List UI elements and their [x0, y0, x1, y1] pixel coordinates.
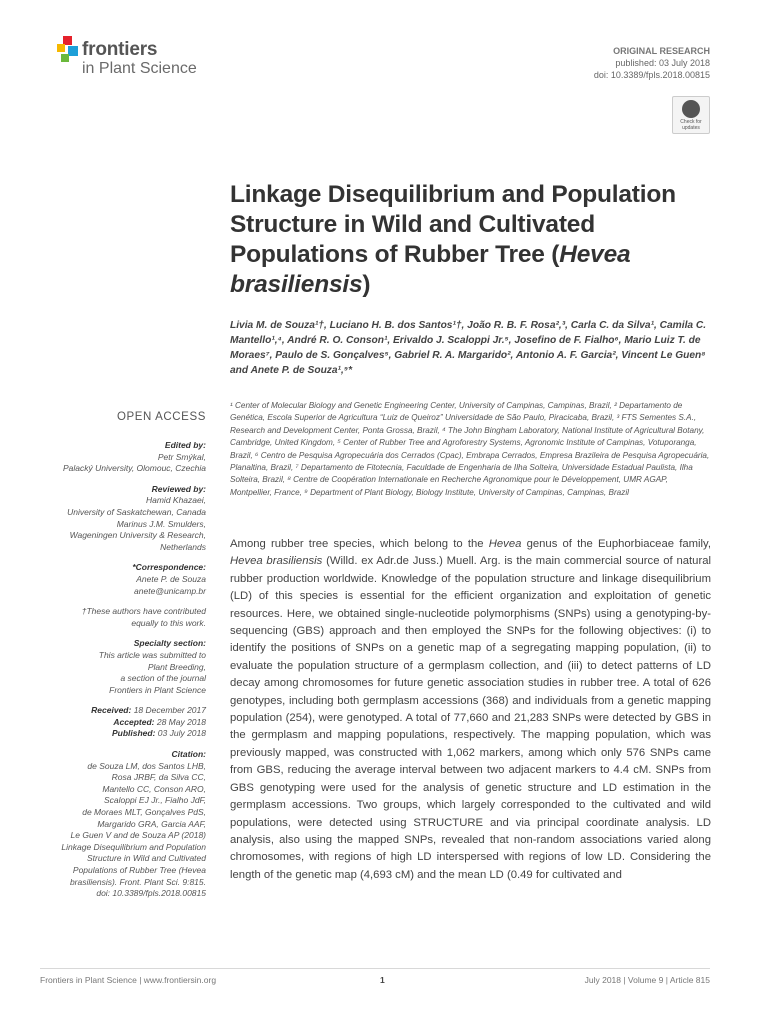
article-doi[interactable]: doi: 10.3389/fpls.2018.00815 [593, 70, 710, 80]
article-meta [594, 45, 710, 81]
author-list: Livia M. de Souza¹†, Luciano H. B. dos Santos¹†, João R. B. F. Rosa²,³, Carla C. da Silva¹, Camila C. Mantello¹,⁴, André R. O. Conson¹, Erivaldo J. Scaloppi Jr.⁵, Josefino de F. Fialho⁶, Mario Luiz T. de Moraes⁷, Paulo de S. Gonçalves⁵, Gabriel R. A. Margarido², Antonio A. F. Garcia², Vincent Le Guen⁸ and Anete P. de Souza¹,⁹* [230, 320, 707, 376]
correspondent-email[interactable]: anete@unicamp.br [134, 585, 206, 596]
received-label: Received: [91, 705, 132, 716]
citation-doi[interactable]: doi: 10.3389/fpls.2018.00815 [96, 888, 206, 899]
reviewer-line: University of Saskatchewan, Canada [67, 506, 206, 517]
abstract-species: Hevea brasiliensis [230, 555, 323, 568]
article-title [230, 180, 710, 300]
equal-contribution-note [40, 606, 206, 629]
logo-wordmark: frontiers [82, 39, 158, 60]
title-species: Hevea brasiliensis [230, 241, 631, 298]
citation-line: de Moraes MLT, Gonçalves PdS, [82, 807, 206, 818]
bookmark-icon [682, 100, 700, 118]
citation-line: Mantello CC, Conson ARO, [102, 783, 206, 794]
editor-line: Palacký University, Olomouc, Czechia [63, 463, 206, 474]
specialty-line: Plant Breeding, [147, 661, 206, 672]
accepted-date: 28 May 2018 [154, 716, 206, 727]
published-date-sidebar: 03 July 2018 [155, 728, 206, 739]
citation-section [40, 749, 206, 900]
journal-logo[interactable] [56, 35, 226, 81]
specialty-line: a section of the journal [120, 673, 206, 684]
check-for-updates-badge[interactable] [672, 96, 710, 134]
check-for-updates-label: Check for updates [680, 119, 702, 131]
citation-line: Margarido GRA, Garcia AAF, [97, 818, 206, 829]
reviewer-line: Netherlands [160, 541, 206, 552]
footer-journal-link[interactable]: Frontiers in Plant Science | www.frontiersin.org [40, 975, 217, 985]
abstract-text: (Willd. ex Adr.de Juss.) Muell. Arg. is the main commercial source of natural rubber production worldwide. Knowledge of the population structure and linkage disequilibrium (LD) of this species is essential for the efficient organization and exploitation of genetic resources. Here, we obtained single-nucleotide polymorphisms (SNPs) using a genotyping-by-sequencing (GBS) approach and then employed the SNPs for the following objectives: (i) to identify the positions of SNPs on a genetic map of a segregating mapping population, (ii) to evaluate the population structure of a germplasm collection, and (iii) to detect patterns of LD decay among chromosomes for future genetic association studies in rubber tree. A total of 626 genotypes, including both germplasm accessions (368) and individuals from a genetic mapping population (254), were genotyped. A total of 77,660 and 21,283 SNPs were detected by GBS in the germplasm and mapping populations, respectively. The mapping population, which was previously mapped, was constructed with 1,062 markers, among which only 576 SNPs came from GBS, reducing the average interval between two adjacent markers to 4.4 cM. SNPs from GBS genotyping were used for the analysis of genetic structure and LD estimation in the germplasm accessions. Two groups, which largely corresponded to the cultivated and wild populations, were detected using STRUCTURE and via principal coordinate analysis. LD analysis, also using the mapped SNPs, revealed that non-random associations varied along chromosomes, with regions of high LD interspersed with regions of low LD. Considering the length of the genetic map (4,693 cM) and the mean LD (0.49 for cultivated and [230, 555, 711, 881]
citation-line: Rosa JRBF, da Silva CC, [111, 772, 206, 783]
reviewer-line: Marinus J.M. Smulders, [116, 518, 206, 529]
accepted-line [40, 717, 206, 729]
accepted-label: Accepted: [113, 716, 155, 727]
note-line: †These authors have contributed [81, 606, 206, 617]
received-date: 18 December 2017 [131, 705, 206, 716]
footer-issue-info: July 2018 | Volume 9 | Article 815 [584, 975, 710, 985]
citation-line: Scaloppi EJ Jr., Fialho JdF, [103, 795, 206, 806]
citation-line: de Souza LM, dos Santos LHB, [87, 760, 206, 771]
correspondence-section [40, 562, 206, 597]
citation-line: Structure in Wild and Cultivated [87, 853, 206, 864]
specialty-label: Specialty section: [133, 638, 206, 649]
citation-line: Linkage Disequilibrium and Population [61, 841, 206, 852]
note-line: equally to this work. [131, 617, 206, 628]
article-sidebar [40, 440, 206, 909]
citation-line: Le Guen V and de Souza AP (2018) [70, 830, 206, 841]
open-access-label: OPEN ACCESS [116, 411, 206, 423]
editor-line: Petr Smýkal, [157, 451, 206, 462]
abstract-paragraph [230, 536, 711, 884]
received-line [40, 705, 206, 717]
reviewer-line: Hamid Khazaei, [145, 495, 206, 506]
specialty-line: This article was submitted to [98, 649, 206, 660]
abstract [230, 536, 711, 884]
abstract-genus: Hevea [488, 538, 522, 550]
published-line [40, 728, 206, 740]
affiliations: ¹ Center of Molecular Biology and Genetic Engineering Center, University of Campinas, Campinas, Brazil, ² Departamento de Genética, Escola Superior de Agricultura “Luiz de Queiroz” Universidade de São Paulo, Piracicaba, Brazil, ³ FTS Sementes S.A., Research and Development Center, Ponta Grossa, Brazil, ⁴ The John Bingham Laboratory, National Institute of Agricultural Botany, Cambridge, United Kingdom, ⁵ Center of Rubber Tree and Agroforestry Systems, Agronomic Institute of Campinas, Votuporanga, Brazil, ⁶ Centro de Pesquisa Agropecuária dos Cerrados (Cpac), Embrapa Cerrados, Empresa Brazileira de Pesquisa Agropecuária, Planaltina, Brazil, ⁷ Departamento de Fitotecnia, Faculdade de Engenharia de Ilha Solteira, Universidade Estadual Paulista, Ilha Solteira, Brazil, ⁸ Centre de Coopération Internationale en Recherche Agronomique pour le Développement, UMR AGAP, Montpellier, France, ⁹ Department of Plant Biology, Biology Institute, University of Campinas, Campinas, Brazil [230, 401, 710, 497]
published-label: Published: [111, 728, 156, 739]
title-text: Linkage Disequilibrium and Population Structure in Wild and Cultivated Populations of Rubber Tree ( [230, 181, 676, 268]
specialty-line: Frontiers in Plant Science [109, 684, 206, 695]
journal-name: in Plant Science [82, 60, 197, 77]
published-date: published: 03 July 2018 [615, 58, 710, 68]
citation-label: Citation: [171, 749, 206, 760]
correspondence-label: *Correspondence: [132, 562, 206, 573]
reviewed-by-label: Reviewed by: [151, 483, 206, 494]
edited-by-label: Edited by: [164, 440, 206, 450]
reviewed-by-section [40, 484, 206, 554]
citation-line: Populations of Rubber Tree (Hevea [72, 865, 206, 875]
page-number: 1 [380, 975, 385, 985]
frontiers-logo-icon [56, 35, 82, 65]
correspondent-name: Anete P. de Souza [136, 573, 206, 584]
article-type: ORIGINAL RESEARCH [613, 46, 710, 56]
title-close: ) [362, 271, 371, 298]
dates-section [40, 705, 206, 740]
abstract-text: genus of the Euphorbiaceae family, [521, 538, 711, 550]
abstract-text: Among rubber tree species, which belong to the [230, 538, 489, 550]
footer-divider [40, 968, 710, 969]
specialty-section [40, 638, 206, 696]
citation-line: brasiliensis). Front. Plant Sci. 9:815. [69, 876, 206, 887]
edited-by-section [40, 440, 206, 475]
reviewer-line: Wageningen University & Research, [69, 530, 206, 541]
